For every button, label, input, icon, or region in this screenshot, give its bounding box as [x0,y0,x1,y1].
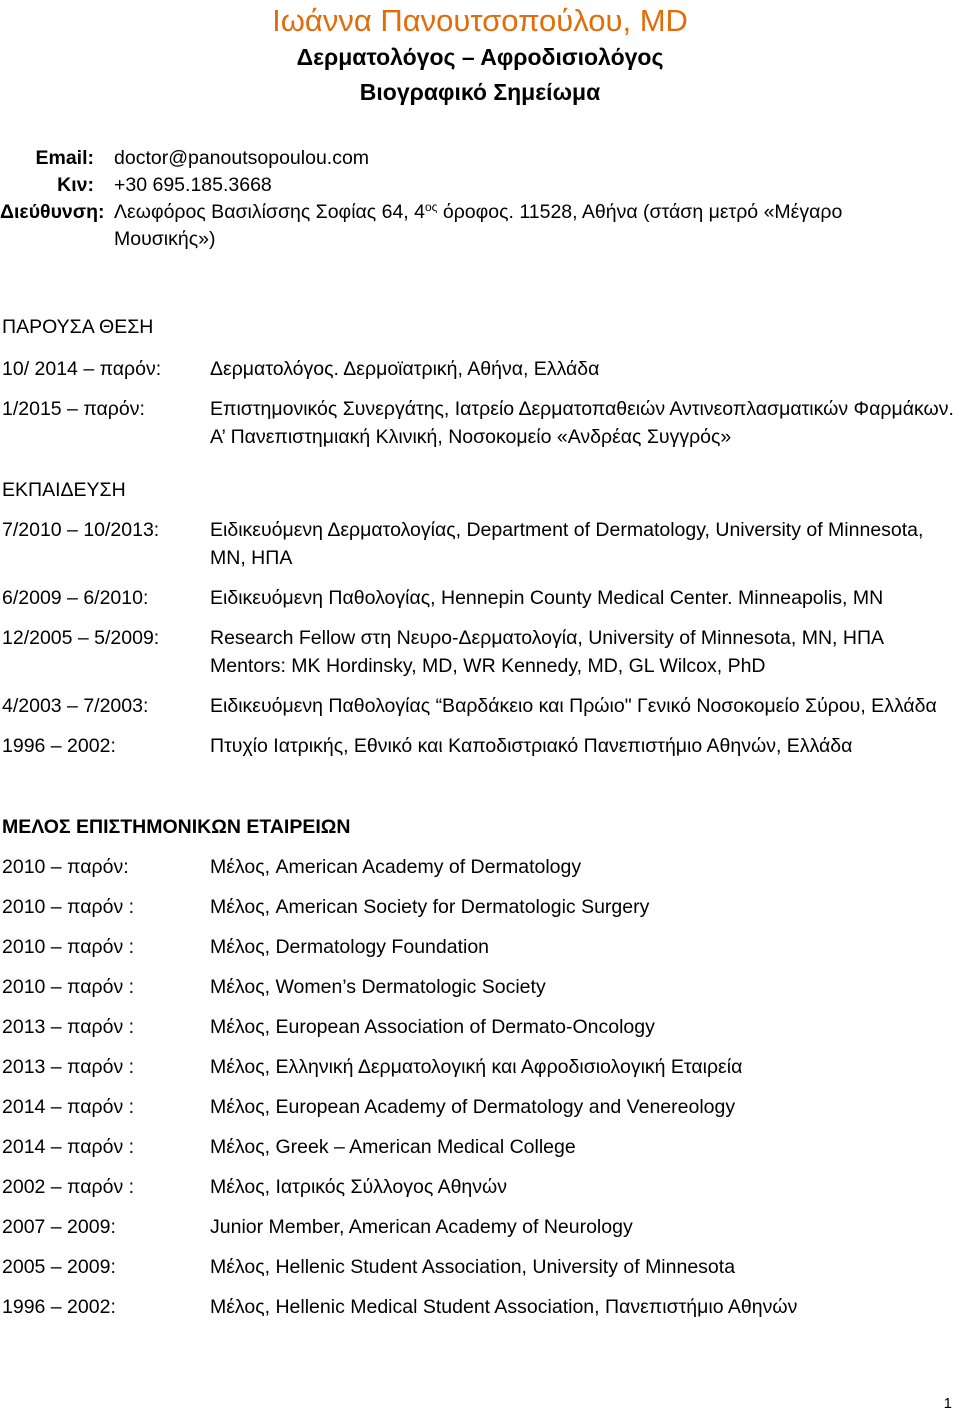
current-position-heading: ΠΑΡΟΥΣΑ ΘΕΣΗ [2,316,154,338]
entry-row [2,1133,958,1161]
entry-date: 2010 – παρόν : [2,976,135,998]
entry-row [2,516,958,572]
entry-description: Επιστημονικός Συνεργάτης, Ιατρείο Δερματοπαθειών Αντινεοπλασματικών Φαρμάκων. Α’ Πανεπιστημιακή Κλινική, Νοσοκομείο «Ανδρέας Συγγρός» [210,398,954,448]
entry-date: 12/2005 – 5/2009: [2,627,160,649]
address-part-1: Λεωφόρος Βασιλίσσης Σοφίας 64, 4 [114,201,425,223]
entry-row [2,1013,958,1041]
entry-row [2,355,958,383]
document-type-title: Βιογραφικό Σημείωμα [359,79,601,105]
entry-description: Junior Member, American Academy of Neurology [210,1216,633,1238]
entry-row [2,584,958,612]
entry-date: 7/2010 – 10/2013: [2,519,160,541]
contact-block [0,145,960,253]
entry-row [2,1293,958,1321]
doctor-name: Ιωάννα Πανουτσοπούλου, MD [272,3,688,38]
entry-date: 1996 – 2002: [2,1296,116,1318]
entry-row [2,1093,958,1121]
entry-row [2,893,958,921]
entry-date: 10/ 2014 – παρόν: [2,358,162,380]
entry-description: Μέλος, Ελληνική Δερματολογική και Αφροδισιολογική Εταιρεία [210,1056,743,1078]
entry-date: 2010 – παρόν: [2,856,129,878]
education-list [2,516,958,760]
specialty-title: Δερματολόγος – Αφροδισιολόγος [296,44,664,70]
contact-email-row [0,145,960,172]
entry-row [2,624,958,680]
entry-row [2,933,958,961]
contact-phone-row [0,172,960,199]
entry-row [2,853,958,881]
entry-date: 2002 – παρόν : [2,1176,135,1198]
phone-label: Κιν: [57,174,94,196]
email-value[interactable]: doctor@panoutsopoulou.com [114,147,370,169]
address-value [114,199,944,253]
entry-date: 2014 – παρόν : [2,1136,135,1158]
address-label: Διεύθυνση: [0,201,105,223]
entry-description: Μέλος, Dermatology Foundation [210,936,490,958]
entry-date: 1/2015 – παρόν: [2,398,145,420]
entry-row [2,692,958,720]
contact-address-row [0,199,960,253]
page-number: 1 [943,1395,952,1412]
entry-description: Πτυχίο Ιατρικής, Εθνικό και Καποδιστριακό Πανεπιστήμιο Αθηνών, Ελλάδα [210,735,853,757]
entry-description: Ειδικευόμενη Παθολογίας “Βαρδάκειο και Πρώιο" Γενικό Νοσοκομείο Σύρου, Ελλάδα [210,695,937,717]
entry-date: 2010 – παρόν : [2,936,135,958]
address-part-2: όροφος. 11528, Αθήνα (στάση μετρό «Μέγαρο Μουσικής») [114,201,843,250]
entry-row [2,1213,958,1241]
entry-date: 6/2009 – 6/2010: [2,587,149,609]
current-position-list [2,355,958,451]
entry-description: Μέλος, Hellenic Medical Student Association, Πανεπιστήμιο Αθηνών [210,1296,798,1318]
entry-date: 2014 – παρόν : [2,1096,135,1118]
education-heading: ΕΚΠΑΙΔΕΥΣΗ [2,479,126,501]
entry-description: Μέλος, Hellenic Student Association, University of Minnesota [210,1256,736,1278]
entry-date: 2005 – 2009: [2,1256,116,1278]
entry-description: Ειδικευόμενη Παθολογίας, Hennepin County Medical Center. Minneapolis, MN [210,587,884,609]
entry-description: Μέλος, Greek – American Medical College [210,1136,576,1158]
entry-row [2,732,958,760]
entry-date: 4/2003 – 7/2003: [2,695,149,717]
phone-value: +30 695.185.3668 [114,174,272,196]
entry-date: 2013 – παρόν : [2,1016,135,1038]
entry-description: Μέλος, American Society for Dermatologic Surgery [210,896,650,918]
email-label: Email: [35,147,94,169]
entry-description: Μέλος, Ιατρικός Σύλλογος Αθηνών [210,1176,507,1198]
entry-description: Δερματολόγος. Δερμοϊατρική, Αθήνα, Ελλάδα [210,358,600,380]
entry-row [2,1173,958,1201]
entry-description: Ειδικευόμενη Δερματολογίας, Department of Dermatology, University of Minnesota, MN, ΗΠΑ [210,519,924,569]
entry-description: Μέλος, European Association of Dermato-Oncology [210,1016,655,1038]
entry-date: 2010 – παρόν : [2,896,135,918]
entry-row [2,395,958,451]
entry-description: Μέλος, Women’s Dermatologic Society [210,976,546,998]
entry-description: Research Fellow στη Νευρο-Δερματολογία, University of Minnesota, MN, ΗΠΑ Mentors: MK Hordinsky, MD, WR Kennedy, MD, GL Wilcox, PhD [210,627,883,677]
entry-row [2,973,958,1001]
entry-row [2,1053,958,1081]
societies-list [2,853,958,1321]
entry-date: 2007 – 2009: [2,1216,116,1238]
address-superscript: ος [424,200,438,214]
societies-heading: ΜΕΛΟΣ ΕΠΙΣΤΗΜΟΝΙΚΩΝ ΕΤΑΙΡΕΙΩΝ [2,816,351,838]
entry-date: 1996 – 2002: [2,735,116,757]
entry-date: 2013 – παρόν : [2,1056,135,1078]
entry-row [2,1253,958,1281]
entry-description: Μέλος, European Academy of Dermatology and Venereology [210,1096,736,1118]
entry-description: Μέλος, American Academy of Dermatology [210,856,582,878]
